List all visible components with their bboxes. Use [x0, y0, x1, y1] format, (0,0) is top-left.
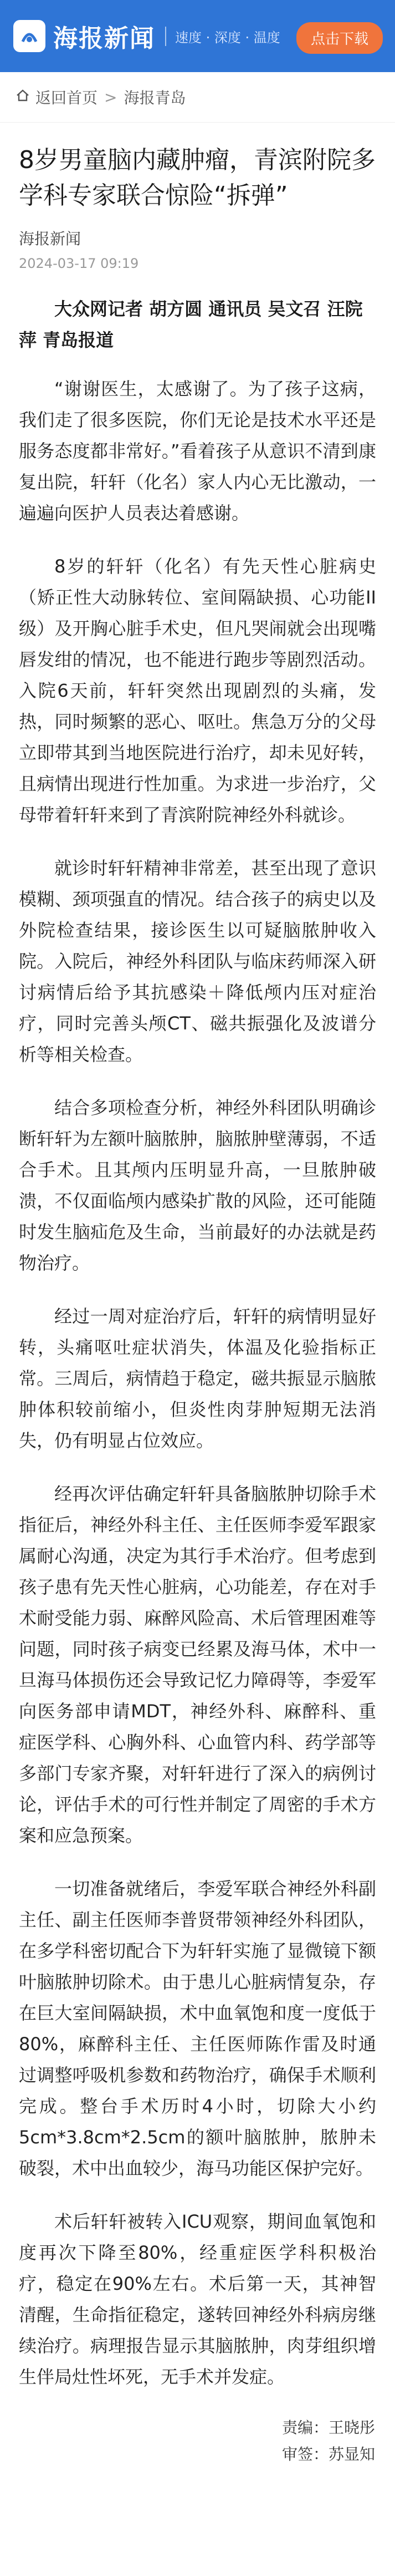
article-paragraph: 结合多项检查分析，神经外科团队明确诊断轩轩为左额叶脑脓肿，脑脓肿壁薄弱，不适合手术。且其颅内压明显升高，一旦脓肿破溃，不仅面临颅内感染扩散的风险，还可能随时发生脑疝危及生命，当前最好的办法就是药物治疗。: [19, 1097, 376, 1274]
top-banner: [0, 0, 395, 72]
download-app-button[interactable]: 点击下载: [296, 22, 383, 54]
breadcrumb: [0, 72, 395, 123]
home-icon[interactable]: [16, 88, 30, 107]
app-logo-icon: [13, 20, 45, 52]
article-editor: 责编：王晓彤: [281, 2418, 375, 2437]
breadcrumb-current[interactable]: 海报青岛: [124, 89, 186, 107]
article-paragraph: 经过一周对症治疗后，轩轩的病情明显好转，头痛呕吐症状消失，体温及化验指标正常。三周后，病情趋于稳定，磁共振显示脑脓肿体积较前缩小，但炎性肉芽肿短期无法消失，仍有明显占位效应。: [19, 1306, 376, 1451]
article-paragraph: 一切准备就绪后，李爱军联合神经外科副主任、副主任医师李普贤带领神经外科团队，在多学科密切配合下为轩轩实施了显微镜下额叶脑脓肿切除术。由于患儿心脏病情复杂，存在巨大室间隔缺损，术中血氧饱和度一度低于80%，麻醉科主任、主任医师陈作雷及时通过调整呼吸机参数和药物治疗，确保手术顺利完成。整台手术历时4小时，切除大小约5cm*3.8cm*2.5cm的额叶脑脓肿，脓肿未破裂，术中出血较少，海马功能区保护完好。: [19, 1878, 376, 2179]
article-paragraph: 术后轩轩被转入ICU观察，期间血氧饱和度再次下降至80%，经重症医学科积极治疗，稳定在90%左右。术后第一天，其神智清醒，生命指征稳定，遂转回神经外科病房继续治疗。病理报告显示其脑脓肿，肉芽组织增生伴局灶性坏死，无手术并发症。: [19, 2211, 376, 2387]
article-body: [0, 143, 395, 2468]
app-logo-text: 海报新闻: [53, 24, 155, 53]
breadcrumb-separator: >: [104, 88, 117, 107]
app-tagline: 速度 · 深度 · 温度: [165, 27, 280, 46]
article-paragraph: 经再次评估确定轩轩具备脑脓肿切除手术指征后，神经外科主任、主任医师李爱军跟家属耐心沟通，决定为其行手术治疗。但考虑到孩子患有先天性心脏病，心功能差，存在对手术耐受能力弱、麻醉风险高、术后管理困难等问题，同时孩子病变已经累及海马体，术中一旦海马体损伤还会导致记忆力障碍等，李爱军向医务部申请MDT，神经外科、麻醉科、重症医学科、心胸外科、心血管内科、药学部等多部门专家齐聚，对轩轩进行了深入的病例讨论，评估手术的可行性并制定了周密的手术方案和应急预案。: [19, 1483, 376, 1846]
article-title: 8岁男童脑内藏肿瘤，青滨附院多学科专家联合惊险“拆弹”: [19, 146, 376, 210]
article-date: 2024-03-17 09:19: [19, 256, 139, 271]
article-source[interactable]: 海报新闻: [19, 230, 81, 248]
article-credits: [19, 2415, 376, 2468]
article-paragraph: “谢谢医生，太感谢了。为了孩子这病，我们走了很多医院，你们无论是技术水平还是服务态度都非常好。”看着孩子从意识不清到康复出院，轩轩（化名）家人内心无比激动，一遍遍向医护人员表达着感谢。: [19, 378, 376, 524]
article-paragraph: 8岁的轩轩（化名）有先天性心脏病史（矫正性大动脉转位、室间隔缺损、心功能II级）及开胸心脏手术史，但凡哭闹就会出现嘴唇发绀的情况，也不能进行跑步等剧烈活动。入院6天前，轩轩突然出现剧烈的头痛，发热，同时频繁的恶心、呕吐。焦急万分的父母立即带其到当地医院进行治疗，却未见好转，且病情出现进行性加重。为求进一步治疗，父母带着轩轩来到了青滨附院神经外科就诊。: [19, 556, 376, 825]
article-reviewer: 审签：苏显知: [281, 2445, 375, 2463]
article-byline: 大众网记者 胡方圆 通讯员 吴文召 汪院萍 青岛报道: [19, 298, 363, 351]
article-paragraph: 就诊时轩轩精神非常差，甚至出现了意识模糊、颈项强直的情况。结合孩子的病史以及外院检查结果，接诊医生以可疑脑脓肿收入院。入院后，神经外科团队与临床药师深入研讨病情后给予其抗感染＋降低颅内压对症治疗，同时完善头颅CT、磁共振强化及波谱分析等相关检查。: [19, 858, 376, 1065]
back-home-link[interactable]: 返回首页: [35, 89, 98, 107]
